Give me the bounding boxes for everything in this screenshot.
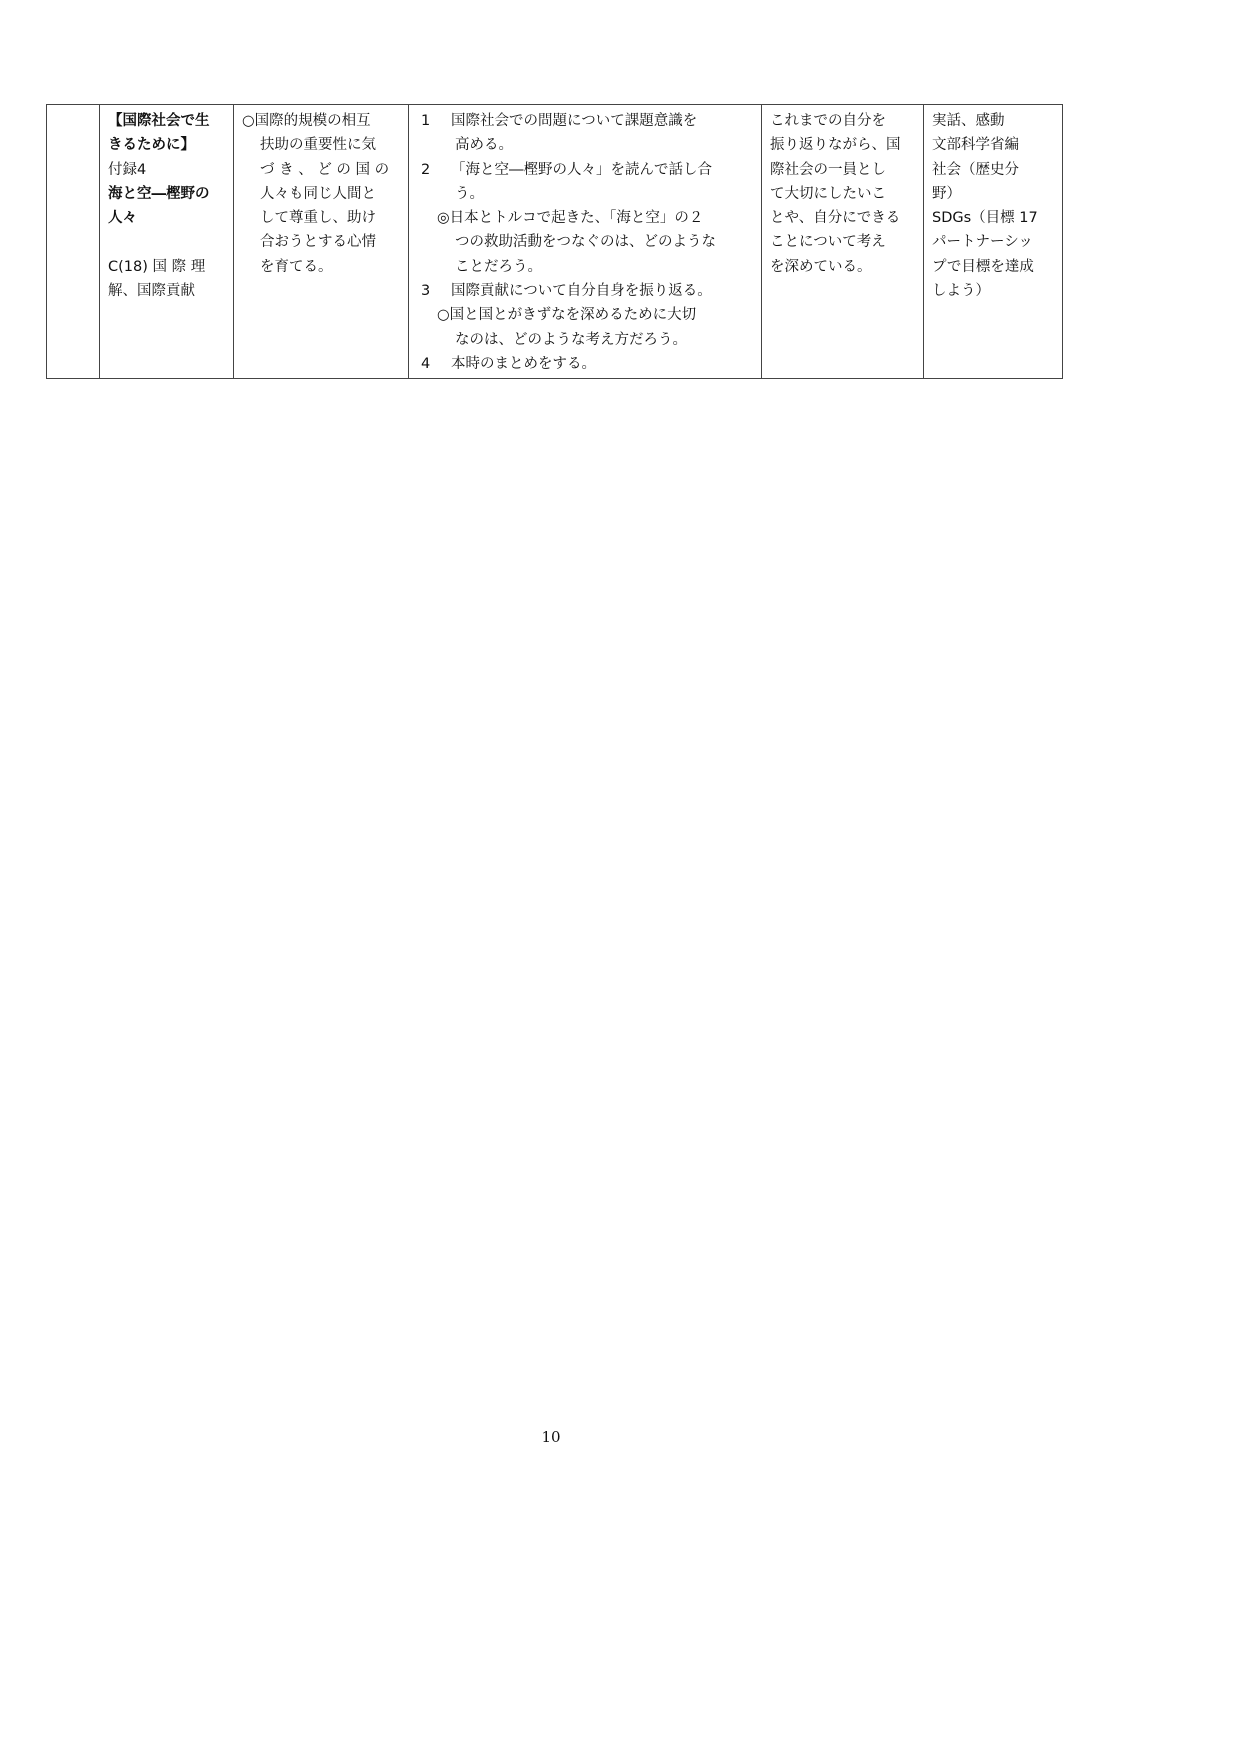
evaluation-line: 振り返りながら、国	[770, 137, 901, 154]
main-question-line: つの救助活動をつなぐのは、どのような	[455, 234, 716, 251]
step-number: 4	[421, 355, 431, 372]
sub-question-line: なのは、どのような考え方だろう。	[455, 331, 687, 348]
sub-question-line: ○国と国とがきずなを深めるために大切	[437, 307, 697, 324]
step-number: 1	[421, 113, 431, 129]
main-question-line: ことだろう。	[455, 258, 542, 275]
step-number: 2	[421, 161, 431, 178]
step-text: 「海と空―樫野の人々」を読んで話し合	[451, 161, 712, 178]
step-text: 国際社会での問題について課題意識を	[451, 113, 698, 129]
lesson-plan-table	[46, 104, 1063, 379]
evaluation-line: これまでの自分を	[770, 113, 886, 129]
value-item-line: C(18) 国 際 理	[108, 258, 206, 275]
unit-cell	[100, 105, 234, 379]
lesson-flow-cell	[409, 105, 762, 379]
notes-line: 野）	[932, 185, 961, 202]
notes-line: 実話、感動	[932, 113, 1005, 129]
notes-cell	[924, 105, 1063, 379]
notes-line: プで目標を達成	[932, 258, 1034, 275]
lesson-row	[47, 105, 1063, 379]
evaluation-line: を深めている。	[770, 258, 872, 275]
flow-step-1	[417, 109, 753, 133]
step-number: 3	[421, 283, 431, 300]
aim-cell	[234, 105, 409, 379]
flow-step-4	[417, 352, 753, 376]
month-cell	[47, 105, 100, 379]
aim-line: ○国際的規模の相互	[242, 113, 371, 129]
notes-line: パートナーシッ	[932, 234, 1033, 251]
step-text-cont: う。	[455, 185, 484, 202]
aim-line: して尊重し、助け	[260, 210, 376, 227]
aim-line: づ き 、 ど の 国 の	[260, 161, 390, 178]
material-title-line: 海と空―樫野の	[108, 185, 210, 202]
aim-line: 合おうとする心情	[260, 234, 376, 251]
aim-line: 人々も同じ人間と	[260, 185, 376, 202]
aim-line: 扶助の重要性に気	[260, 137, 376, 154]
page-number: 10	[541, 1428, 561, 1446]
step-text: 国際貢献について自分自身を振り返る。	[451, 283, 712, 300]
flow-step-3	[417, 279, 753, 303]
step-text-cont: 高める。	[455, 137, 513, 154]
unit-title-line: きるために】	[108, 137, 195, 154]
notes-line: 社会（歴史分	[932, 161, 1019, 178]
step-text: 本時のまとめをする。	[451, 355, 596, 372]
unit-appendix: 付録4	[108, 161, 147, 178]
value-item-line: 解、国際貢献	[108, 283, 195, 300]
notes-line: 文部科学省編	[932, 137, 1019, 154]
evaluation-line: とや、自分にできる	[770, 210, 901, 227]
evaluation-line: ことについて考え	[770, 234, 886, 251]
notes-line: SDGs（目標 17	[932, 210, 1038, 227]
material-title-line: 人々	[108, 210, 137, 227]
notes-line: しよう）	[932, 283, 990, 300]
aim-line: を育てる。	[260, 258, 333, 275]
spacer	[108, 230, 225, 254]
evaluation-line: て大切にしたいこ	[770, 185, 886, 202]
flow-step-2	[417, 158, 753, 182]
unit-title-line: 【国際社会で生	[108, 113, 210, 129]
evaluation-cell	[762, 105, 924, 379]
main-question-line: ◎日本とトルコで起きた、「海と空」の２	[437, 210, 704, 227]
evaluation-line: 際社会の一員とし	[770, 161, 886, 178]
